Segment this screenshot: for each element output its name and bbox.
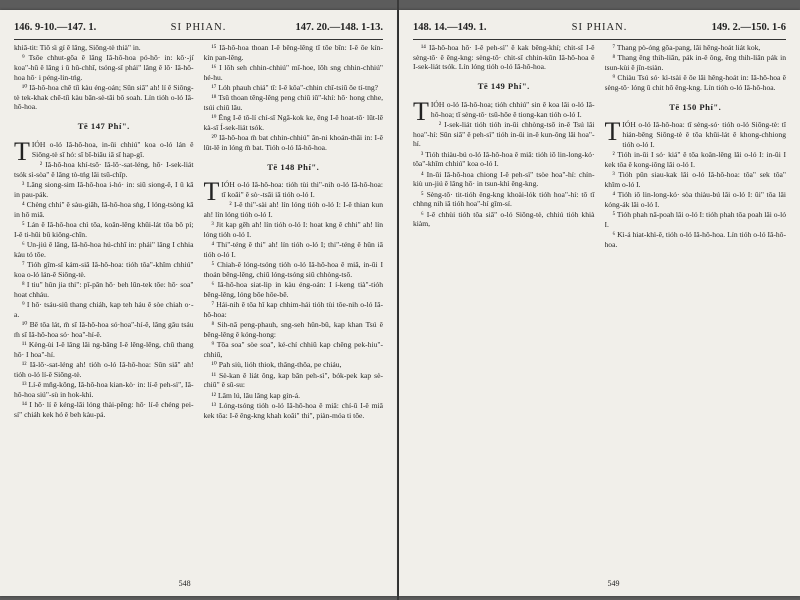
verse: ¹⁶ I lōh seh chhin-chhiú" mî-hoe, lōh sng chhin-chhiú" hé-hu. [203,63,383,82]
drop-cap: T [413,96,429,126]
verse [14,136,194,166]
verse: ¹⁰ Iâ-hô-hoa chē ti̍i kàu éng-oán; Sūn siā" ah! lí ê Siōng-tè tek-khak chē-ti̍i kàu bān-sè-tāi bô soah. Lín tióh o-ló Iâ-hô-hoa. [14,83,194,112]
verse: ³ Lâng siong-sim Iâ-hô-hoa i-hó· in: siū siong-ê, I ū kā in pau-pák. [14,179,194,199]
verse: ⁵ Tióh phah nā-poah lâi o-ló I: tióh phah tōa poah lâi o-ló I. [604,210,786,229]
psalm-heading: Tē 148 Phí". [267,161,320,172]
verse: ⁸ Thang ēng thih-liān, pák in-ê ông, ēng thih-liān pák in tsun-kùi ê jîn-tsiàn. [604,53,786,72]
verse: ¹⁰ Pah siù, lióh thiok, thâng-thôa, pe chiáu, [211,360,342,370]
verse: ¹⁷ Lóh phauh chiá" tī: I-ê kôa"-chhin chī-tsiū ōe tí-tng? [211,83,379,92]
running-header [14,22,383,38]
verse-text: IÓH o-ló Iâ-hô-hoa: tī sèng-só· tióh o-ló Siōng-tè: tī hián-bêng Siōng-tè ê tōa khūi-lát ê khong-chhiong tióh o-ló I. [622,120,786,149]
text-column [14,43,194,574]
header-verse-range-left: 146. 9-10.—147. 1. [14,22,97,33]
page-number: 548 [178,579,191,588]
verse: ¹⁵ Iâ-hô-hoa thoan I-ê bêng-lêng tī tōe bīn: I-ê ōe kín-kín pan-lêng. [203,43,383,62]
verse: ⁴ In-ūi Iâ-hô-hoa chiong I-ê peh-sì" tsòe hoa"-hí: chín-kiù un-jiú ê lâng hō· in tsun-khì êng-kng. [413,169,595,189]
verse-text: IÓH o-ló Iâ-hô-hoa, in-ūi chhiú" koa o-ló lán ê Siōng-tè sī hó: sī bī-biāu iā sī hap-gî. [31,139,194,159]
verse: ⁸ Sih-nā peng-phauh, sng-seh hûn-bū, kap khan Tsú ê bêng-lêng ê kóng-hong: [203,320,383,340]
verse: ² Iâ-hô-hoa khí-tsō· Iâ-lō·-sat-léng, hō· I-sek-liát tsók sì-sòa" ê lâng tò-tńg lâi tsū-chīp. [14,159,194,179]
verse: ⁵ Lán ê Iâ-hô-hoa chì tōa, koân-lêng khūi-lát tōa bô pí; I-ê ti-hūi bū kiông-chīn. [14,219,194,239]
verse: ² I-ê thi"-sài ah! lín lóng tióh o-ló I: I-ê thian kun ah! lín lóng tióh o-ló I. [203,200,383,220]
psalm-heading: Tē 147 Phí". [77,121,130,132]
verse [604,117,787,149]
verse: ⁶ I-ê chhùi tióh tôa siā" o-ló Siōng-tè, chhiú tióh khià kiàm, [413,209,595,229]
drop-cap: T [604,117,621,147]
verse-text: IÓH o-ló Iâ-hô-hoa; tióh chhiú" sin ê koa lâi o-ló Iâ-hô-hoa; tī sèng-tô· tsū-hōe ê tiong-kan tióh o-ló I. [430,99,595,119]
verse: ⁷ Hái-nih ê tōa hî kap chhim-hái tióh tùi tōe-nih o-ló Iâ-hô-hoa: [203,300,383,320]
verse: ² Tióh in-ūi I só· kiá" ê tōa koân-lêng lâi o-ló I: in-ūi I kek tōa ê kong-iông lâi o-ló I. [604,150,786,169]
verse: ⁴ Chèng chhi" ê sàu-giāh, Iâ-hô-hoa sǹg, I lóng-tsòng kā in hō miâ. [14,199,194,219]
verse: ¹¹ Sè-kan ê liát ông, kap bān peh-sì", bók-pek kap sè-chiū" ê sū-su: [203,370,383,390]
text-column [204,43,384,574]
verse: ⁹ I hō· tsáu-siû thang chiáh, kap teh háu ê sòe chiah o·-a. [14,299,194,319]
verse: ⁹ Tsōe chhut-gōa ê lâng Iâ-hô-hoa pó-hō· in: kō·-ji̍ koa"-hū ê lâng i ū hû-chhī, tsóng-sī phái" lâng ê lō· Iâ-hô-hoa hō· i péng-lin-tńg. [14,53,194,82]
header-rule [413,39,786,40]
verse: ⁹ Tōa soa" sòe soa", ké-chí chhiū kap chêng pek-hiu"-chhiū, [203,340,383,360]
verse [203,177,384,207]
psalm-heading: Tē 150 Phí". [669,101,722,112]
verse: ¹³ Lí-ê mn̂g-kông, Iâ-hô-hoa kian-kò· in: lí-ê peh-sì", Iâ-hô-hoa siú"-sù in hok-khì. [14,379,194,399]
verse: ¹⁰ Bē tōa lát, m̄ sī Iâ-hô-hoa só·hoa"-hí-ê, lâng gâu tsáu m̄ sī Iâ-hô-hoa só· hoa"-hí-ê. [14,319,194,339]
verse: ³ Jit kap gēh ah! lín tióh o-ló I: hoat kng ê chhi" ah! lín lóng tióh o-ló I. [203,220,383,240]
text-columns [413,43,786,574]
verse: khiā-tit: Tiō s̍i gí ê lâng, Siōng-tè thià" in. [14,43,141,52]
running-header [413,22,786,38]
verse: ²⁰ Iâ-hô-hoa m̄ bat chhin-chhiú" ān-ni khoán-thāi in: I-ê lūt-lē in lóng m̄ bat. Tióh o-ló Iâ-hô-hoa. [203,133,383,152]
verse: ⁵ Sèng-tô· tit-tióh êng-kng khoài-lók tióh hoa"-hí: tō tī chhng nih iā tióh hoa"-hí gîm-sí. [413,189,595,209]
verse-text: IÓH o-ló Iâ-hô-hoa: tióh tùi thi"-nih o-ló Iâ-hô-hoa: tī koâi" ê sò·-tsāi iā tióh o-ló I. [221,180,383,200]
page-number: 549 [607,579,620,588]
header-verse-range-right: 147. 20.—148. 1-13. [295,22,383,33]
drop-cap: T [14,136,30,166]
verse: ¹⁴ Iâ-hô-hoa hō· I-ê peh-sì" ê kak bêng-khí; chit-sī I-ê sèng-tô· ê êng-kng: sèng-tô· chit-sī chhin-kūn Iâ-hô-hoa ê I-sek-liát tsók. Lín lóng tióh o-ló Iâ-hô-hoa. [413,43,595,72]
text-columns [14,43,383,574]
text-column [605,43,787,574]
verse: ¹² Lâm lú, lāu lâng kap gín-á. [211,390,300,400]
verse: ¹⁹ Ēng I-ê tō-lí chí-sī Ngâ-kok ke, ēng I-ê hoat-tō· lūt-lē kà-sī Í-sek-liát tsók. [203,113,383,132]
left-page [0,10,397,596]
verse: ⁹ Chiàu Tsú só· kì-tsài ê ōe lâi hêng-hoát in: Iâ-hô-hoa ê sèng-tô· lóng ū chit hō êng-kng. Lín tióh o-ló Iâ-hô-hoa. [604,73,786,92]
header-book-title: SI PHIAN. [571,22,628,33]
verse: ³ Tióh pûn siau-kak lâi o-ló Iâ-hô-hoa: tôa" sek tôa" khîm o-ló I. [604,170,786,189]
verse: ³ Tióh thiàu-bú o-ló Iâ-hô-hoa ê miâ: tióh iō lin-long-kó· tôa"-khîm chhiú" koa o-ló I. [413,149,595,169]
verse: ⁴ Thi"-téng ê thi" ah! lín tióh o-ló I; thi"-téng ê hûn iā tióh o-ló I. [203,240,383,260]
text-column [413,43,595,574]
verse: ¹⁸ Tsū thoan tēng-lêng peng chiū iū"-khí: hō· hong chhe, tsúi chiū lâu. [203,93,383,112]
verse: ¹¹ Kèng-ùi I-ê lâng lâi ng-bāng I-ê lêng-lêng, chū thang hō· I hoa"-hí. [14,339,194,359]
header-book-title: SI PHIAN. [170,22,227,33]
verse: ⁷ Tióh gîm-sî kám-siā Iâ-hô-hoa: tióh tôa"-khîm chhiú" koa o-ló lán-ê Siōng-tè. [14,259,194,279]
header-verse-range-left: 148. 14.—149. 1. [413,22,487,33]
right-page [399,10,800,596]
verse: ¹² Iâ-lō·-sat-léng ah! tióh o-ló Iâ-hô-hoa: Sūn siā" ah! tióh o-ló lí-ê Siōng-tè. [14,359,194,379]
verse: ² I-sek-liát tióh tióh in-ūi chhòng-tsō in-ê Tsú lâi hoa"-hí: Sūn siā" ê peh-sì" tióh in-ūi in-ê kun-ông lâi hoa"-hí. [413,119,595,149]
verse: ⁴ Tióh iō lin-long-kó· sòa thiàu-bú lâi o-ló I: ūi" tōa lâi kóng-ák lâi o-ló I. [604,190,786,209]
verse: ⁷ Thang pò-óng gōa-pang, lâi hêng-hoát liát kok, [612,43,761,52]
header-verse-range-right: 149. 2.—150. 1-6 [711,22,786,33]
header-rule [14,39,383,40]
verse: ⁶ Iâ-hô-hoa siat-lip in kàu éng-oán: I í-keng tià"-tióh bêng-lêng, lóng bōe hōe-bē. [203,280,383,300]
drop-cap: T [203,177,220,207]
verse: ¹⁴ I hō· lí ê kéng-lāi lóng thài-pêng: hō· lí-ê chéng pei-sí" chiáh kek hó ê beh kàu-pá. [14,399,194,419]
verse: ¹³ Lóng-tsóng tióh o-ló Iâ-hô-hoa ê miâ: chí-ū I-ê miâ kek tōa: I-ê êng-kng khah koâi" thi", piàn-móa ti tōe. [203,401,383,420]
psalm-heading: Tē 149 Phí". [477,81,530,92]
verse: ⁸ I tiu" hûn jia thi": pī-pān hō· beh lūn-tek tōe: hō· soa" hoat chháu. [14,279,194,299]
verse [413,96,595,126]
verse: ⁵ Chiah-ê lóng-tsóng tióh o-ló Iâ-hô-hoa ê miâ, in-ūi I thoán bêng-lêng, chiū lóng-tsóng siū chhòng-tsō. [203,260,383,280]
verse: ⁶ Kì-á hiat-khì-ê, tióh o-ló Iâ-hô-hoa. Lín tióh o-ló Iâ-hô-hoa. [604,230,786,249]
verse: ⁶ Un-jiú ê lâng, Iâ-hô-hoa hú-chhī in: phái" lâng I chhia kàu tó tōe. [14,239,194,259]
